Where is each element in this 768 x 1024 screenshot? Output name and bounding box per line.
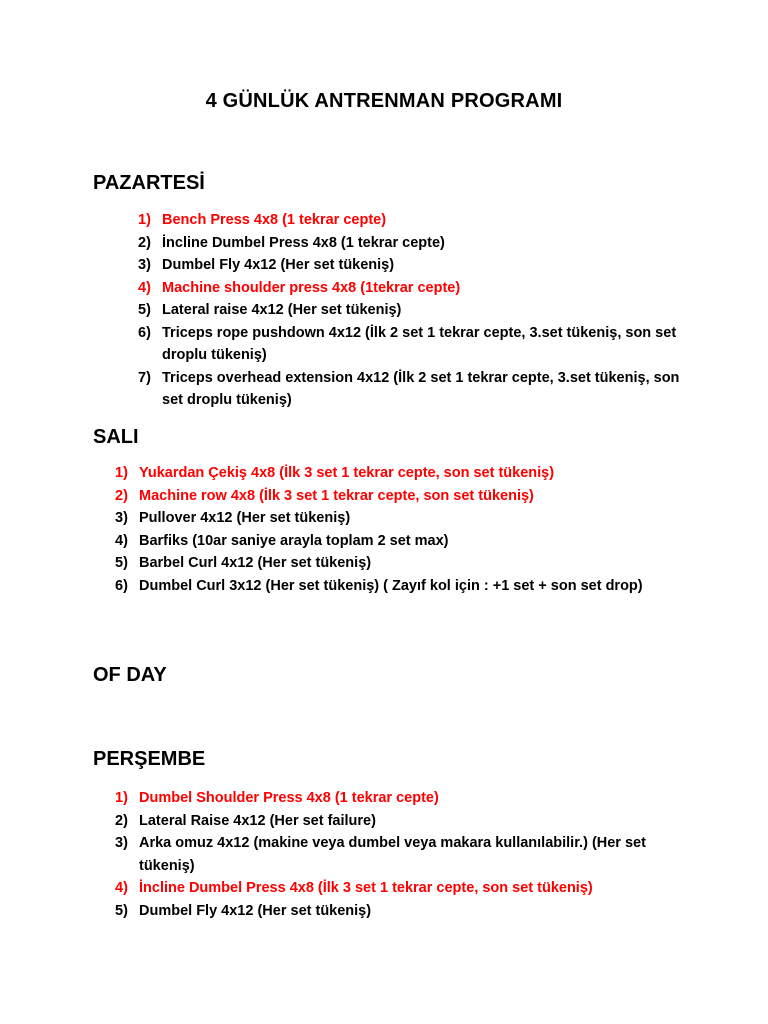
exercise-item <box>138 322 698 367</box>
exercise-item <box>138 209 698 232</box>
exercise-list-pazartesi <box>138 209 698 412</box>
exercise-text: Machine row 4x8 (İlk 3 set 1 tekrar cepte, son set tükeniş) <box>139 487 534 504</box>
exercise-item <box>115 832 685 877</box>
section-heading-pazartesi: PAZARTESİ <box>93 172 205 194</box>
exercise-text: Lateral Raise 4x12 (Her set failure) <box>139 812 376 829</box>
exercise-text: Dumbel Fly 4x12 (Her set tükeniş) <box>162 257 395 273</box>
exercise-number: 5) <box>115 902 128 919</box>
exercise-item <box>138 254 698 277</box>
exercise-number: 3) <box>138 257 151 273</box>
exercise-number: 3) <box>115 510 128 526</box>
exercise-text: Lateral raise 4x12 (Her set tükeniş) <box>162 302 402 318</box>
exercise-number: 1) <box>115 790 128 806</box>
exercise-item <box>138 367 698 412</box>
document-title: 4 GÜNLÜK ANTRENMAN PROGRAMI <box>205 90 563 112</box>
exercise-text: Machine shoulder press 4x8 (1tekrar cepte) <box>162 279 461 296</box>
section-heading-persembe: PERŞEMBE <box>93 748 206 770</box>
exercise-text: İncline Dumbel Press 4x8 (İlk 3 set 1 tekrar cepte, son set tükeniş) <box>139 880 593 896</box>
exercise-item <box>138 299 698 322</box>
exercise-number: 4) <box>115 532 128 549</box>
exercise-text: Yukardan Çekiş 4x8 (İlk 3 set 1 tekrar cepte, son set tükeniş) <box>139 465 555 481</box>
exercise-text: Barfiks (10ar saniye arayla toplam 2 set max) <box>139 532 449 549</box>
exercise-item <box>115 462 675 485</box>
exercise-number: 2) <box>138 234 151 251</box>
exercise-text: Dumbel Curl 3x12 (Her set tükeniş) ( Zayıf kol için : +1 set + son set drop) <box>139 577 643 594</box>
exercise-list-sali <box>115 462 675 597</box>
exercise-item <box>115 507 675 530</box>
exercise-number: 5) <box>138 302 151 318</box>
exercise-number: 6) <box>115 577 128 594</box>
exercise-number: 3) <box>115 835 128 851</box>
exercise-list-persembe <box>115 787 685 922</box>
exercise-text: Arka omuz 4x12 (makine veya dumbel veya makara kullanılabilir.) (Her set tükeniş) <box>139 835 646 874</box>
exercise-number: 4) <box>115 880 128 896</box>
exercise-item <box>115 900 685 923</box>
exercise-text: İncline Dumbel Press 4x8 (1 tekrar cepte) <box>162 234 445 251</box>
exercise-number: 1) <box>115 465 128 481</box>
exercise-text: Dumbel Fly 4x12 (Her set tükeniş) <box>139 902 372 919</box>
exercise-number: 6) <box>138 324 151 341</box>
section-heading-sali: SALI <box>93 426 139 448</box>
exercise-text: Barbel Curl 4x12 (Her set tükeniş) <box>139 555 372 571</box>
exercise-number: 5) <box>115 555 128 571</box>
exercise-item <box>115 787 685 810</box>
exercise-item <box>138 277 698 300</box>
exercise-text: Triceps rope pushdown 4x12 (İlk 2 set 1 tekrar cepte, 3.set tükeniş, son set droplu tükeniş) <box>162 324 677 363</box>
exercise-number: 7) <box>138 369 151 386</box>
exercise-number: 1) <box>138 212 151 228</box>
exercise-item <box>115 485 675 508</box>
exercise-item <box>115 530 675 553</box>
exercise-text: Triceps overhead extension 4x12 (İlk 2 set 1 tekrar cepte, 3.set tükeniş, son set droplu tükeniş) <box>162 369 680 408</box>
exercise-text: Dumbel Shoulder Press 4x8 (1 tekrar cepte) <box>139 790 439 806</box>
exercise-text: Pullover 4x12 (Her set tükeniş) <box>139 510 351 526</box>
exercise-number: 2) <box>115 812 128 829</box>
exercise-number: 2) <box>115 487 128 504</box>
section-heading-ofday: OF DAY <box>93 664 167 686</box>
exercise-item <box>115 575 675 598</box>
exercise-text: Bench Press 4x8 (1 tekrar cepte) <box>162 212 387 228</box>
exercise-item <box>115 877 685 900</box>
exercise-item <box>115 552 675 575</box>
exercise-number: 4) <box>138 279 151 296</box>
exercise-item <box>138 232 698 255</box>
exercise-item <box>115 810 685 833</box>
